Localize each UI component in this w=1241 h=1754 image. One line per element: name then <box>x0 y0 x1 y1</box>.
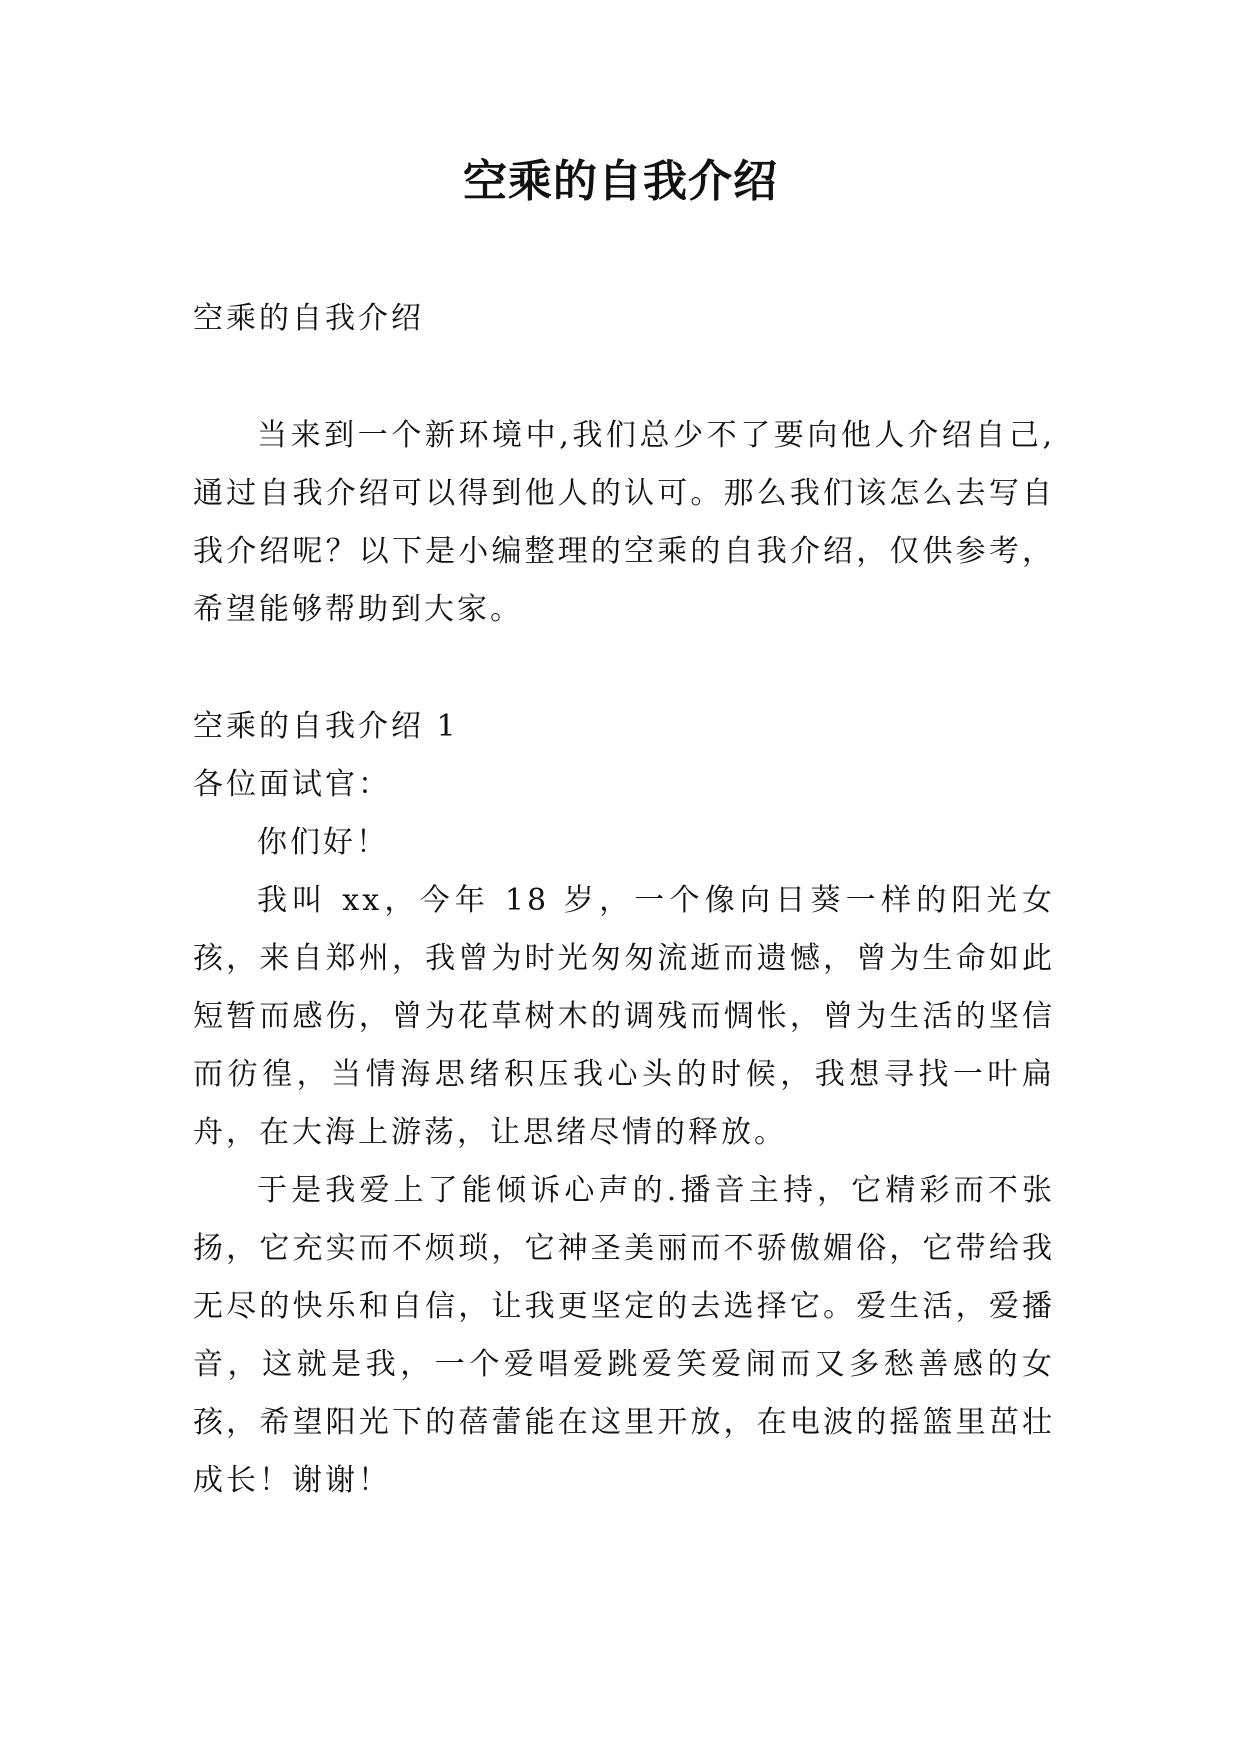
document-subtitle: 空乘的自我介绍 <box>193 301 424 336</box>
body-paragraph: 我叫 xx，今年 18 岁，一个像向日葵一样的阳光女孩，来自郑州，我曾为时光匆匆流逝而遗憾，曾为生命如此短暂而感伤，曾为花草树木的调残而惆怅，曾为生活的坚信而彷徨，当情海思绪积压我心头的时候，我想寻找一叶扁舟，在大海上游荡，让思绪尽情的释放。 <box>193 883 1055 1150</box>
document-title: 空乘的自我介绍 <box>463 156 778 207</box>
intro-paragraph: 当来到一个新环境中,我们总少不了要向他人介绍自己,通过自我介绍可以得到他人的认可。那么我们该怎么去写自我介绍呢？以下是小编整理的空乘的自我介绍，仅供参考，希望能够帮助到大家。 <box>193 418 1055 627</box>
section-heading: 空乘的自我介绍 1 <box>193 709 459 744</box>
greeting-line: 各位面试官： <box>193 767 391 802</box>
hello-line: 你们好！ <box>257 825 389 860</box>
body-paragraph: 于是我爱上了能倾诉心声的.播音主持，它精彩而不张扬，它充实而不烦琐，它神圣美丽而不骄傲媚俗，它带给我无尽的快乐和自信，让我更坚定的去选择它。爱生活，爱播音，这就是我，一个爱唱爱跳爱笑爱闹而又多愁善感的女孩，希望阳光下的蓓蕾能在这里开放，在电波的摇篮里茁壮成长！谢谢！ <box>193 1173 1055 1498</box>
